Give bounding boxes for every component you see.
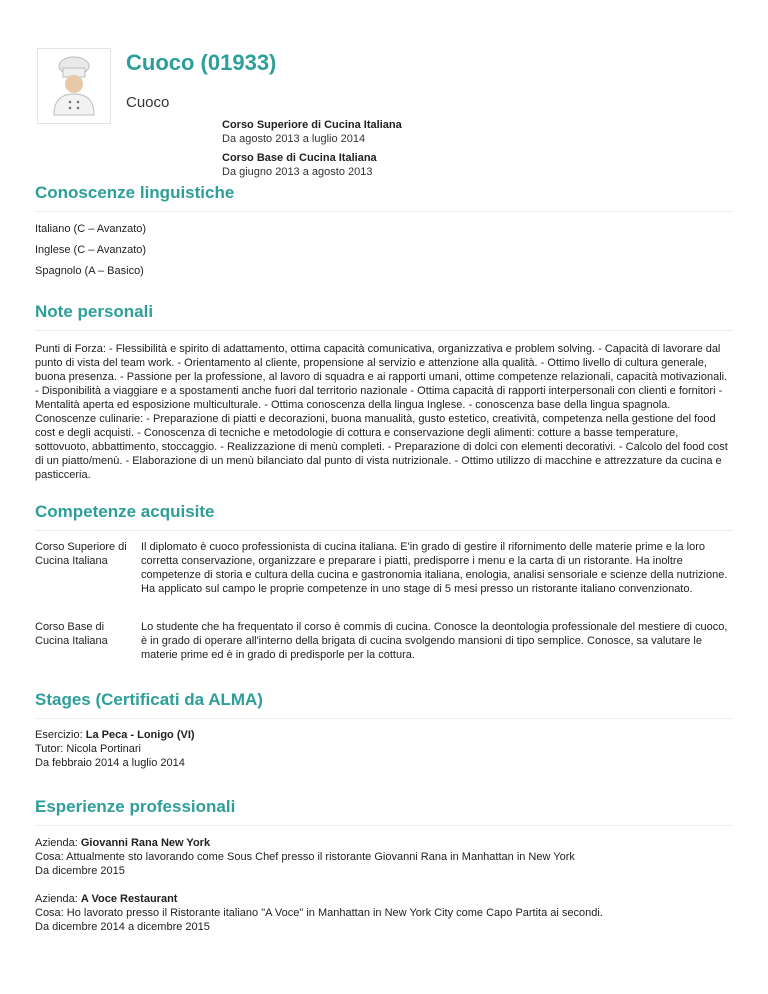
stage-tutor: Tutor: Nicola Portinari	[35, 743, 141, 755]
stages-heading: Stages (Certificati da ALMA)	[35, 690, 263, 709]
language-item: Italiano (C – Avanzato)	[35, 223, 147, 235]
company-label: Azienda:	[35, 893, 78, 905]
languages-list	[35, 222, 146, 285]
stage-item	[35, 728, 733, 770]
divider	[35, 825, 733, 826]
course-list	[222, 118, 722, 184]
stage-label: Esercizio:	[35, 729, 83, 741]
chef-icon	[45, 55, 103, 117]
competence-row	[35, 620, 733, 662]
stage-place-line	[35, 728, 733, 742]
notes-heading: Note personali	[35, 302, 154, 321]
competence-label: Corso Base di Cucina Italiana	[35, 621, 108, 647]
language-item: Spagnolo (A – Basico)	[35, 265, 144, 277]
experience-company-line	[35, 836, 733, 850]
course-item	[222, 118, 722, 146]
course-dates: Da giugno 2013 a agosto 2013	[222, 166, 373, 178]
stage-dates: Da febbraio 2014 a luglio 2014	[35, 757, 185, 769]
company-name: A Voce Restaurant	[80, 893, 178, 905]
divider	[35, 211, 733, 212]
divider	[35, 718, 733, 719]
competences-heading: Competenze acquisite	[35, 502, 215, 521]
notes-text: Punti di Forza: - Flessibilità e spirito di adattamento, ottima capacità comunicativa, organizzativa e problem solving. - Capacità di lavorare dal punto di vista del team work. - Orientamento al cliente, propensione al servizio e attenzione alla qualità. - Ottimo livello di cultura generale, buona presenza. - Passione per la professione, al lavoro di squadra e ai rapporti umani, ottime competenze relazionali, capacità motivazionali. - Disponibilità a viaggiare e a spostamenti anche fuori dal territorio nazionale - Ottima capacità di rapporti interpersonali con clienti e fornitori - Mentalità aperta ed esposizione multiculturale. - Ottima conoscenza della lingua Inglese. - conoscenza base della lingua spagnola. Conoscenze culinarie: - Preparazione di piatti e decorazioni, buona manualità, gusto estetico, creatività, competenza nella gestione del food cost e degli acquisti. - Conoscenza di tecniche e metodologie di cottura e conservazione degli alimenti: cotture a basse temperature, sottovuoto, abbattimento, stoccaggio. - Realizzazione di menù completi. - Preparazione di dolci con elementi decorativi. - Calcolo del food cost di un piatto/menù. - Elaborazione di un menù bilanciato dal punto di vista nutrizionale. - Ottimo utilizzo di macchine e attrezzature da cucina e pasticceria.	[35, 343, 728, 481]
course-title: Corso Base di Cucina Italiana	[222, 152, 377, 164]
language-item: Inglese (C – Avanzato)	[35, 244, 147, 256]
languages-heading: Conoscenze linguistiche	[35, 183, 235, 202]
role-title: Cuoco	[126, 94, 170, 111]
experience-item	[35, 892, 733, 934]
stage-place: La Peca - Lonigo (VI)	[85, 729, 195, 741]
experience-desc: Cosa: Ho lavorato presso il Ristorante italiano "A Voce" in Manhattan in New York City come Capo Partita ai secondi.	[35, 907, 603, 919]
avatar	[37, 48, 111, 124]
divider	[35, 330, 733, 331]
course-title: Corso Superiore di Cucina Italiana	[222, 119, 402, 131]
company-name: Giovanni Rana New York	[80, 837, 211, 849]
divider	[35, 530, 733, 531]
experience-heading: Esperienze professionali	[35, 797, 236, 816]
competence-row	[35, 540, 733, 610]
experience-item	[35, 836, 733, 878]
experience-dates: Da dicembre 2014 a dicembre 2015	[35, 921, 210, 933]
experience-dates: Da dicembre 2015	[35, 865, 125, 877]
company-label: Azienda:	[35, 837, 78, 849]
page-title: Cuoco (01933)	[126, 50, 277, 75]
course-item	[222, 151, 722, 179]
experience-desc: Cosa: Attualmente sto lavorando come Sous Chef presso il ristorante Giovanni Rana in Manhattan in New York	[35, 851, 575, 863]
competence-text: Il diplomato è cuoco professionista di cucina italiana. E'in grado di gestire il rifornimento delle materie prime e la loro corretta conservazione, organizzare e preparare i piatti, predisporre i menu e la carta di un ristorante. Ha inoltre competenze di storia e cultura della cucina e gastronomia italiana, enologia, analisi sensoriale e scienze della nutrizione. Ha applicato sul campo le proprie competenze in uno stage di 5 mesi presso un ristorante italiano convenzionato.	[141, 541, 728, 595]
competence-label: Corso Superiore di Cucina Italiana	[35, 541, 127, 567]
course-dates: Da agosto 2013 a luglio 2014	[222, 133, 366, 145]
experience-company-line	[35, 892, 733, 906]
competence-text: Lo studente che ha frequentato il corso è commis di cucina. Conosce la deontologia professionale del mestiere di cuoco, è in grado di operare all'interno della brigata di cucina svolgendo mansioni di tipo semplice. Conosce, sa valutare le materie prime ed è in grado di predisporle per la cottura.	[141, 621, 728, 661]
